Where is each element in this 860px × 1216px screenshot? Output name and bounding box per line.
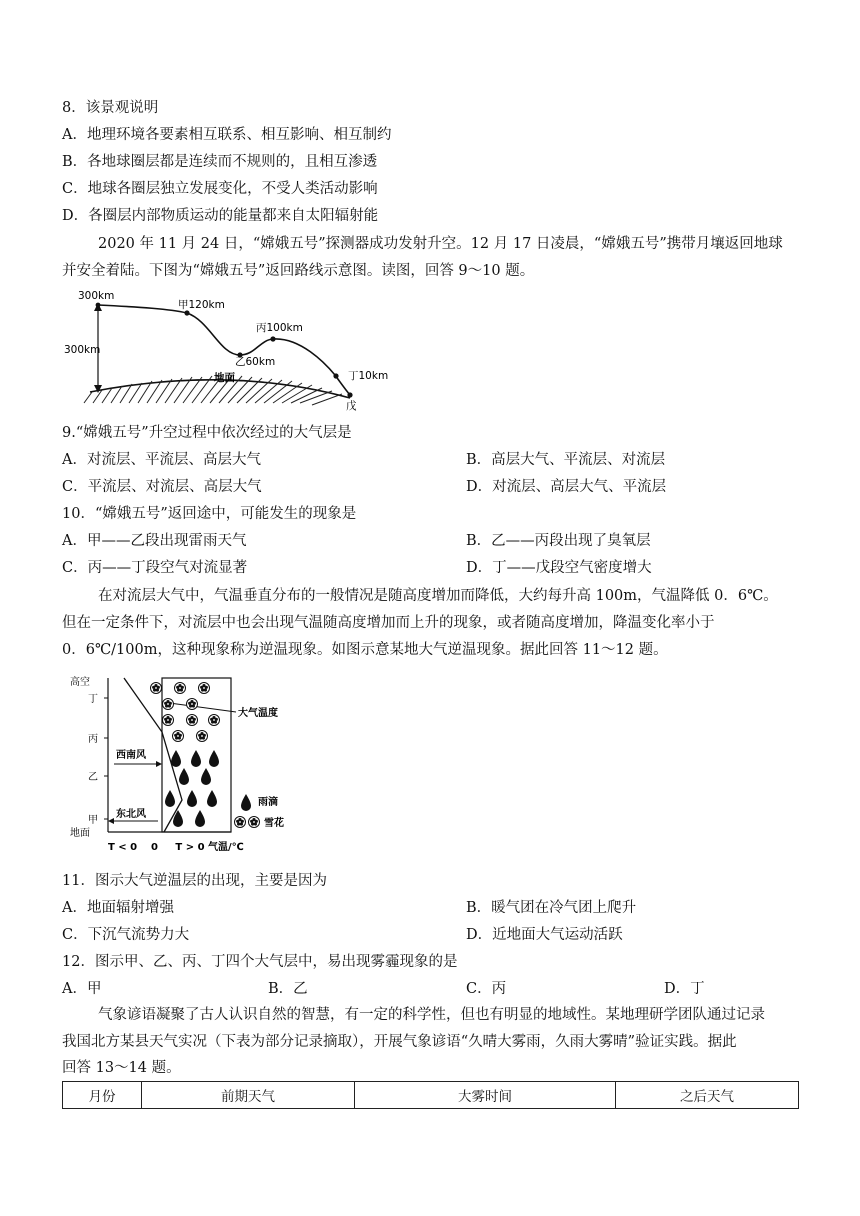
table-header-before-weather: 前期天气 [142,1082,355,1109]
passage3-line2: 我国北方某县天气实况（下表为部分记录摘取），开展气象谚语“久晴大雾雨，久雨大雾晴”验证实践。据此 [62,1034,737,1050]
q9-option-b: B．高层大气、平流层、对流层 [466,452,666,468]
fig1-top-label: 300km [78,290,115,302]
fig1-bing-label: 丙100km [256,322,303,334]
fig1-yi-label: 乙60km [235,356,276,368]
q8-option-b: B．各地球圈层都是连续而不规则的，且相互渗透 [62,154,378,170]
passage3-line3: 回答 13～14 题。 [62,1060,181,1076]
q10-option-c: C．丙——丁段空气对流显著 [62,560,248,576]
passage1-line2: 并安全着陆。下图为“嫦娥五号”返回路线示意图。读图，回答 9～10 题。 [62,263,535,279]
q9-option-a: A．对流层、平流层、高层大气 [62,452,261,468]
return-route-diagram [60,285,400,415]
fig2-sw-wind: 西南风 [116,750,146,761]
table-header-row [63,1082,799,1109]
fig1-wu-label: 戊 [346,400,357,412]
q12-stem: 12．图示甲、乙、丙、丁四个大气层中，易出现雾霾现象的是 [62,954,458,970]
passage2-line3: 0．6℃/100m，这种现象称为逆温现象。如图示意某地大气逆温现象。据此回答 11～12 题。 [62,642,668,658]
fig2-raindrop-legend: 雨滴 [258,797,278,808]
q11-option-c: C．下沉气流势力大 [62,927,190,943]
q11-option-d: D．近地面大气运动活跃 [466,927,623,943]
q8-stem: 8．该景观说明 [62,100,159,116]
weather-record-table [62,1081,799,1109]
q11-stem: 11．图示大气逆温层的出现，主要是因为 [62,873,327,889]
fig2-axis-label: T < 0 0 T > 0 气温/℃ [108,842,244,853]
table-header-fog-time: 大雾时间 [355,1082,616,1109]
q11-option-a: A．地面辐射增强 [62,900,174,916]
fig1-jia-label: 甲120km [178,299,225,311]
fig2-jia: 甲 [88,815,98,826]
fig2-dimian: 地面 [70,828,90,839]
fig2-bing: 丙 [88,734,98,745]
fig2-yi: 乙 [88,772,98,783]
inversion-diagram [66,672,326,862]
fig2-gaokong: 高空 [70,677,90,688]
q11-option-b: B．暖气团在冷气团上爬升 [466,900,637,916]
passage2-line2: 但在一定条件下，对流层中也会出现气温随高度增加而上升的现象，或者随高度增加，降温变化率小于 [62,615,715,631]
table-header-after-weather: 之后天气 [616,1082,799,1109]
fig2-ding: 丁 [88,694,98,705]
q9-stem: 9.“嫦娥五号”升空过程中依次经过的大气层是 [62,425,352,441]
q8-option-d: D．各圈层内部物质运动的能量都来自太阳辐射能 [62,208,379,224]
q12-option-d: D．丁 [664,981,705,997]
q12-option-b: B．乙 [268,981,308,997]
q8-option-c: C．地球各圈层独立发展变化，不受人类活动影响 [62,181,378,197]
q9-option-c: C．平流层、对流层、高层大气 [62,479,262,495]
q8-option-a: A．地理环境各要素相互联系、相互影响、相互制约 [62,127,392,143]
q10-stem: 10．“嫦娥五号”返回途中，可能发生的现象是 [62,506,357,522]
passage2-line1: 在对流层大气中，气温垂直分布的一般情况是随高度增加而降低，大约每升高 100m，气温降低 0．6℃。 [98,588,778,604]
fig2-ne-wind: 东北风 [116,809,146,820]
fig2-snow-legend: 雪花 [264,818,284,829]
fig1-ground-label: 地面 [214,372,235,384]
passage1-line1: 2020 年 11 月 24 日，“嫦娥五号”探测器成功发射升空。12 月 17 日凌晨，“嫦娥五号”携带月壤返回地球 [98,236,783,252]
q12-option-c: C．丙 [466,981,507,997]
q9-option-d: D．对流层、高层大气、平流层 [466,479,667,495]
q10-option-d: D．丁——戊段空气密度增大 [466,560,652,576]
q10-option-b: B．乙——丙段出现了臭氧层 [466,533,651,549]
table-header-month: 月份 [63,1082,142,1109]
fig1-ding-label: 丁10km [348,370,389,382]
fig2-temp-label: 大气温度 [238,708,278,719]
q10-option-a: A．甲——乙段出现雷雨天气 [62,533,247,549]
fig1-height-label: 300km [64,344,101,356]
q12-option-a: A．甲 [62,981,102,997]
passage3-line1: 气象谚语凝聚了古人认识自然的智慧，有一定的科学性，但也有明显的地域性。某地理研学团队通过记录 [98,1007,765,1023]
